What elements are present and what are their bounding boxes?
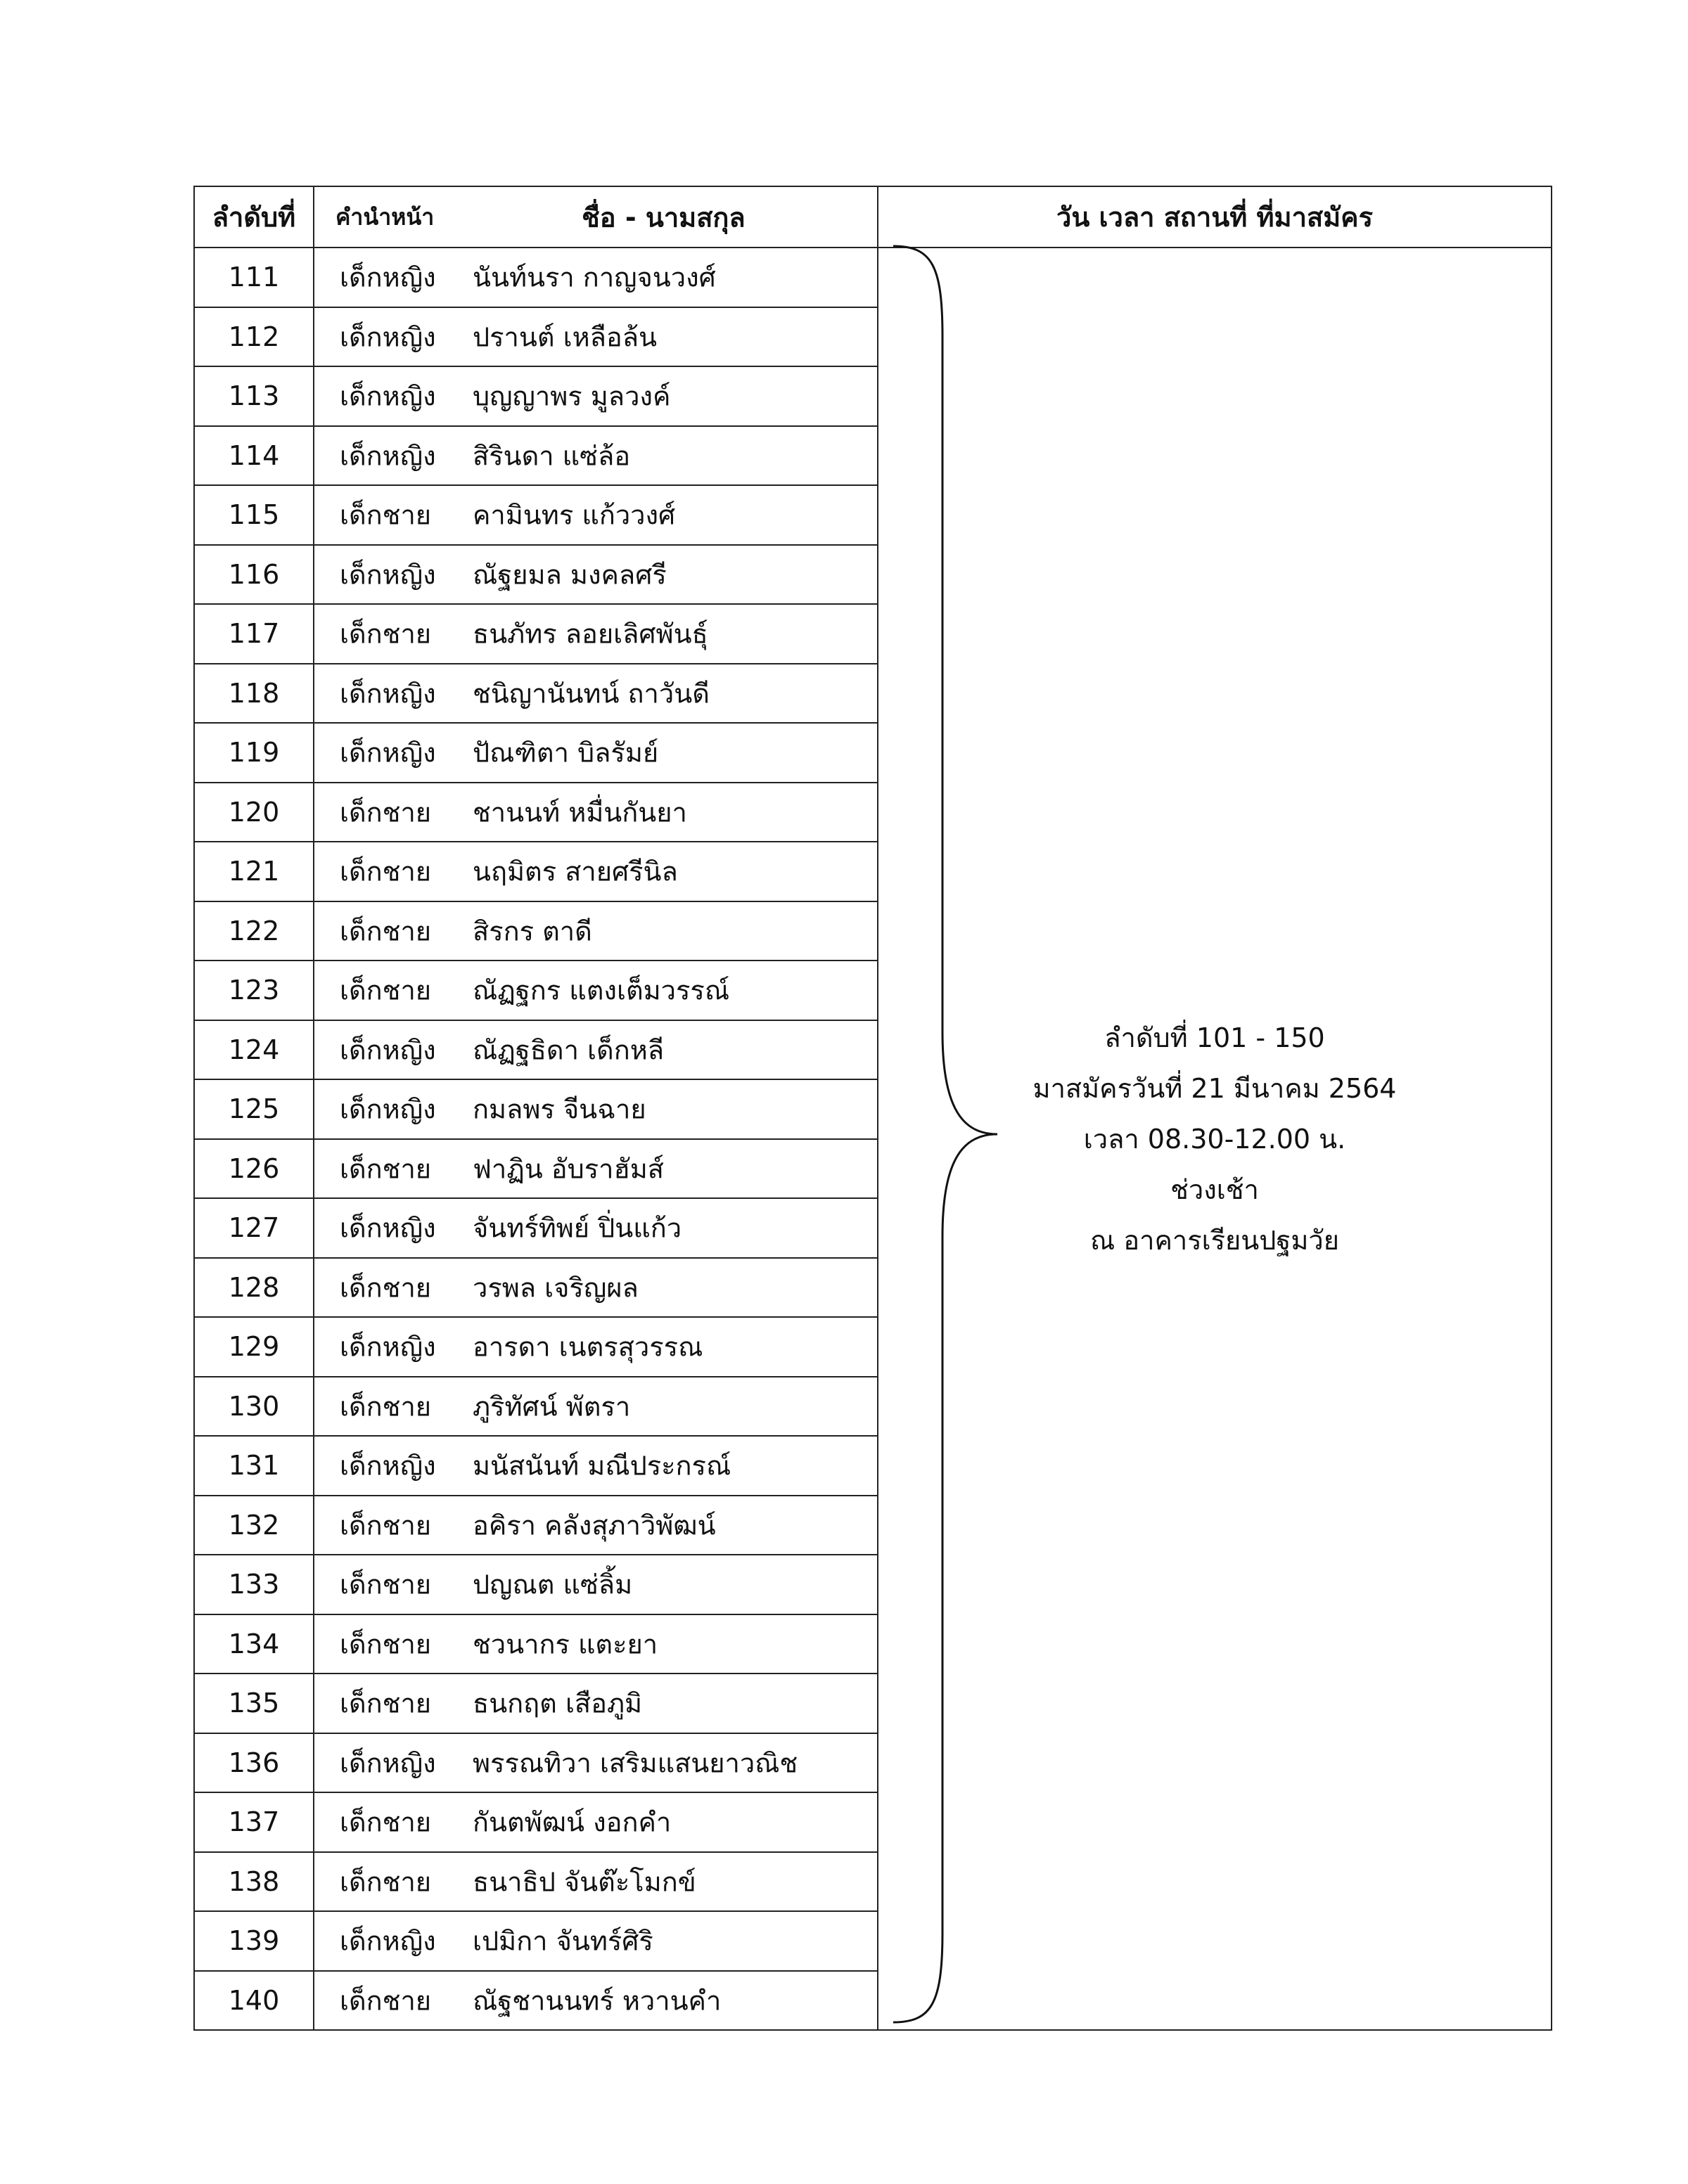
prefix-text: เด็กชาย [340,1391,432,1422]
order-number-cell: 113 [194,366,314,426]
order-number-cell: 131 [194,1436,314,1496]
fullname-text: บุญญาพร มูลวงค์ [473,380,671,412]
prefix-name-cell [314,664,878,724]
prefix-text: เด็กชาย [340,975,432,1006]
prefix-text: เด็กหญิง [340,1093,436,1125]
fullname-text: ณัฏฐกร แตงเต็มวรรณ์ [473,975,730,1006]
fullname-text: สิรินดา แซ่ล้อ [473,440,631,472]
prefix-name-cell [314,1792,878,1852]
prefix-text: เด็กหญิง [340,321,436,353]
prefix-name-cell [314,1852,878,1912]
prefix-text: เด็กหญิง [340,262,436,293]
prefix-text: เด็กหญิง [340,1925,436,1957]
order-number-cell: 119 [194,723,314,783]
order-number-cell: 115 [194,485,314,545]
header-registration-info: วัน เวลา สถานที่ ที่มาสมัคร [878,186,1552,248]
prefix-text: เด็กชาย [340,797,432,828]
fullname-text: ณัฐชานนทร์ หวานคำ [473,1985,722,2017]
info-line5: ณ อาคารเรียนปฐมวัย [1089,1224,1340,1256]
prefix-text: เด็กชาย [340,499,432,531]
fullname-text: เปมิกา จันทร์ศิริ [473,1925,653,1957]
fullname-text: ฟาฏิน อับราฮัมส์ [473,1153,664,1185]
prefix-text: เด็กหญิง [340,1034,436,1066]
prefix-name-cell [314,545,878,605]
fullname-text: ธนภัทร ลอยเลิศพันธุ์ [473,618,708,650]
order-number-cell: 118 [194,664,314,724]
prefix-name-cell [314,604,878,664]
prefix-name-cell [314,1733,878,1793]
order-number-cell: 134 [194,1614,314,1674]
order-number-cell: 120 [194,783,314,842]
fullname-text: ธนาธิป จันต๊ะโมกข์ [473,1866,696,1898]
fullname-text: ธนกฤต เสือภูมิ [473,1688,643,1719]
prefix-text: เด็กชาย [340,1272,432,1304]
fullname-text: จันทร์ทิพย์ ปิ่นแก้ว [473,1212,682,1244]
fullname-text: กันตพัฒน์ งอกคำ [473,1806,672,1838]
prefix-name-cell [314,1198,878,1258]
prefix-name-cell [314,1377,878,1437]
order-number-cell: 126 [194,1139,314,1199]
fullname-text: ชวนากร แตะยา [473,1629,658,1660]
order-number-cell: 139 [194,1911,314,1971]
prefix-text: เด็กชาย [340,1569,432,1600]
order-number-cell: 117 [194,604,314,664]
prefix-text: เด็กชาย [340,1629,432,1660]
info-line1: ลำดับที่ 101 - 150 [1104,1022,1325,1053]
fullname-text: วรพล เจริญผล [473,1272,639,1304]
prefix-name-cell [314,1614,878,1674]
fullname-text: สิรกร ตาดี [473,916,592,947]
prefix-name-cell [314,366,878,426]
order-number-cell: 129 [194,1317,314,1377]
order-number-cell: 136 [194,1733,314,1793]
table-header-row [194,186,1552,248]
fullname-text: ณัฐยมล มงคลศรี [473,559,667,591]
order-number-cell: 112 [194,307,314,367]
order-number-cell: 123 [194,961,314,1020]
fullname-text: ณัฏฐธิดา เด็กหลี [473,1034,665,1066]
order-number-cell: 116 [194,545,314,605]
prefix-text: เด็กชาย [340,1985,432,2017]
header-fullname: ชื่อ - นามสกุล [582,202,746,233]
header-prefix: คำนำหน้า [335,203,435,230]
prefix-name-cell [314,485,878,545]
order-number-cell: 133 [194,1555,314,1614]
prefix-text: เด็กหญิง [340,380,436,412]
order-number-cell: 130 [194,1377,314,1437]
prefix-text: เด็กหญิง [340,1331,436,1363]
fullname-text: ปญณต แซ่ลิ้ม [473,1569,633,1600]
prefix-name-cell [314,961,878,1020]
order-number-cell: 137 [194,1792,314,1852]
prefix-text: เด็กชาย [340,1688,432,1719]
prefix-text: เด็กชาย [340,618,432,650]
order-number-cell: 125 [194,1079,314,1139]
prefix-name-cell [314,1911,878,1971]
prefix-name-cell [314,1317,878,1377]
table-row [194,248,1552,307]
prefix-name-cell [314,1496,878,1555]
fullname-text: ชานนท์ หมื่นกันยา [473,797,687,828]
prefix-text: เด็กหญิง [340,440,436,472]
prefix-text: เด็กชาย [340,856,432,887]
prefix-text: เด็กหญิง [340,1747,436,1779]
prefix-text: เด็กหญิง [340,737,436,769]
fullname-text: กมลพร จีนฉาย [473,1093,646,1125]
fullname-text: ชนิญานันทน์ ถาวันดี [473,678,710,709]
order-number-cell: 140 [194,1971,314,2031]
info-line2: มาสมัครวันที่ 21 มีนาคม 2564 [1032,1072,1397,1104]
prefix-text: เด็กชาย [340,1866,432,1898]
prefix-text: เด็กหญิง [340,1450,436,1482]
prefix-name-cell [314,1139,878,1199]
fullname-text: ปัณฑิตา บิลรัมย์ [473,737,659,769]
fullname-text: นฤมิตร สายศรีนิล [473,856,678,887]
prefix-name-cell [314,248,878,307]
table-body [194,248,1552,2030]
order-number-cell: 122 [194,901,314,961]
fullname-text: พรรณทิวา เสริมแสนยาวณิช [473,1747,798,1779]
order-number-cell: 114 [194,426,314,486]
prefix-name-cell [314,1555,878,1614]
prefix-text: เด็กหญิง [340,678,436,709]
prefix-name-cell [314,1020,878,1080]
prefix-name-cell [314,723,878,783]
applicant-table [193,186,1552,2031]
order-number-cell: 127 [194,1198,314,1258]
fullname-text: อารดา เนตรสุวรรณ [473,1331,703,1363]
order-number-cell: 132 [194,1496,314,1555]
order-number-cell: 128 [194,1258,314,1318]
prefix-text: เด็กหญิง [340,1212,436,1244]
prefix-name-cell [314,1971,878,2031]
fullname-text: ภูริทัศน์ พัตรา [473,1391,631,1422]
prefix-name-cell [314,426,878,486]
order-number-cell: 111 [194,248,314,307]
info-line3: เวลา 08.30-12.00 น. [1083,1123,1346,1155]
fullname-text: ปรานต์ เหลือล้น [473,321,658,353]
prefix-name-cell [314,842,878,901]
fullname-text: มนัสนันท์ มณีประกรณ์ [473,1450,731,1482]
prefix-text: เด็กชาย [340,1510,432,1541]
prefix-name-cell [314,901,878,961]
prefix-text: เด็กชาย [340,916,432,947]
info-line4: ช่วงเช้า [1170,1174,1259,1205]
fullname-text: อคิรา คลังสุภาวิพัฒน์ [473,1510,716,1541]
prefix-name-cell [314,1258,878,1318]
prefix-text: เด็กชาย [340,1806,432,1838]
header-order-number: ลำดับที่ [194,186,314,248]
prefix-name-cell [314,1674,878,1733]
prefix-text: เด็กหญิง [340,559,436,591]
header-prefix-and-name [314,186,878,248]
prefix-name-cell [314,1436,878,1496]
fullname-text: คามินทร แก้ววงศ์ [473,499,676,531]
order-number-cell: 135 [194,1674,314,1733]
prefix-name-cell [314,783,878,842]
order-number-cell: 124 [194,1020,314,1080]
prefix-text: เด็กชาย [340,1153,432,1185]
order-number-cell: 121 [194,842,314,901]
curly-brace-icon [893,245,1013,2024]
prefix-name-cell [314,307,878,367]
fullname-text: นันท์นรา กาญจนวงศ์ [473,262,716,293]
order-number-cell: 138 [194,1852,314,1912]
prefix-name-cell [314,1079,878,1139]
